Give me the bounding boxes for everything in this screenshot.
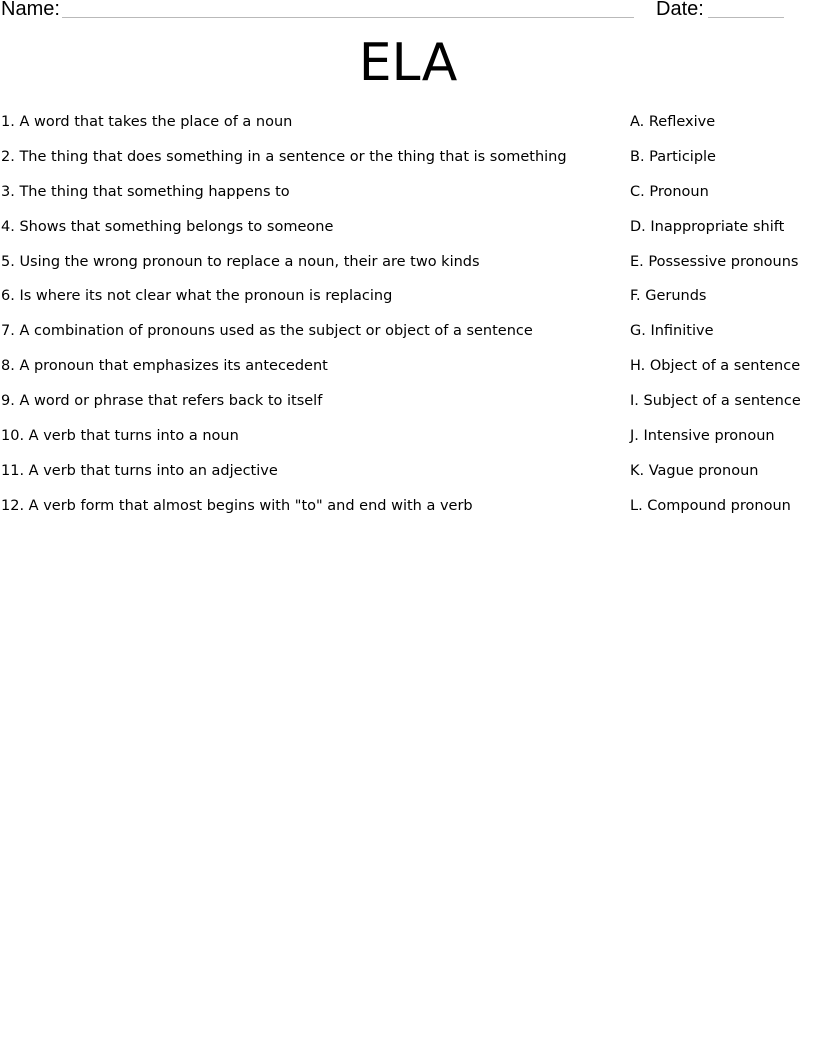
page-title: ELA	[358, 33, 458, 93]
matching-row	[0, 182, 816, 217]
clue-text: 11. A verb that turns into an adjective	[1, 462, 278, 479]
matching-row	[0, 112, 816, 147]
matching-row	[0, 286, 816, 321]
date-blank-line[interactable]	[708, 17, 784, 18]
answer-option: E. Possessive pronouns	[630, 253, 799, 270]
clue-text: 10. A verb that turns into a noun	[1, 428, 239, 445]
matching-row	[0, 321, 816, 356]
matching-row	[0, 496, 816, 531]
clue-text: 6. Is where its not clear what the pronoun is replacing	[1, 288, 393, 305]
matching-row	[0, 391, 816, 426]
answer-option: B. Participle	[630, 148, 716, 165]
matching-row	[0, 356, 816, 391]
answer-option: C. Pronoun	[630, 183, 709, 200]
clue-text: 3. The thing that something happens to	[1, 183, 290, 200]
matching-row	[0, 147, 816, 182]
answer-option: H. Object of a sentence	[630, 358, 801, 375]
answer-option: L. Compound pronoun	[630, 497, 791, 514]
answer-option: J. Intensive pronoun	[630, 428, 775, 445]
clue-text: 9. A word or phrase that refers back to itself	[1, 393, 323, 410]
matching-row	[0, 217, 816, 252]
name-blank-line[interactable]	[62, 17, 634, 18]
clue-text: 4. Shows that something belongs to someone	[1, 218, 334, 235]
name-label: Name:	[1, 0, 60, 20]
clue-text: 1. A word that takes the place of a noun	[1, 114, 293, 130]
answer-option: A. Reflexive	[630, 114, 716, 130]
answer-option: I. Subject of a sentence	[630, 393, 801, 410]
matching-row	[0, 252, 816, 287]
answer-option: D. Inappropriate shift	[630, 218, 785, 235]
clue-text: 5. Using the wrong pronoun to replace a noun, their are two kinds	[1, 253, 480, 270]
worksheet-header	[0, 0, 816, 24]
clue-text: 12. A verb form that almost begins with "to" and end with a verb	[1, 497, 473, 514]
matching-list	[0, 112, 816, 531]
clue-text: 2. The thing that does something in a sentence or the thing that is something	[1, 148, 567, 165]
clue-text: 8. A pronoun that emphasizes its antecedent	[1, 358, 328, 375]
answer-option: K. Vague pronoun	[630, 462, 759, 479]
answer-option: G. Infinitive	[630, 323, 714, 340]
answer-option: F. Gerunds	[630, 288, 707, 305]
clue-text: 7. A combination of pronouns used as the subject or object of a sentence	[1, 323, 533, 340]
date-label: Date:	[656, 0, 704, 20]
matching-row	[0, 461, 816, 496]
matching-row	[0, 426, 816, 461]
